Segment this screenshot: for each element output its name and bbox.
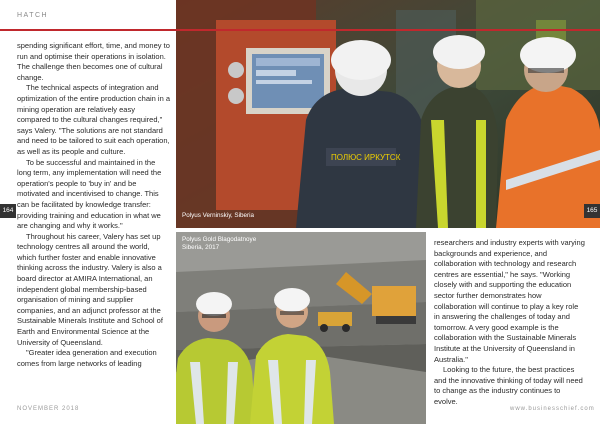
photo-caption-bottom bbox=[182, 236, 256, 252]
paragraph: To be successful and maintained in the long term, any implementation will need the operation's people to 'buy in' and be motivated and incentivised to change. This can be facilitated by knowledge transfer: providing training and education in what we are changing and why it works." bbox=[17, 157, 162, 231]
paragraph: Throughout his career, Valery has set up technology centres all around the world, which further foster and enable innovative thinking across the industry. Valery is also a board director at AMIRA International, an independent global membership-based organisation of mining and supplier companies, and an adjunct professor at the Sustainable Minerals Institute and School of Earth and Environmental Science at the University of Queensland. bbox=[17, 231, 163, 347]
footer-url[interactable]: www.businesschief.com bbox=[510, 406, 595, 412]
paragraph: researchers and industry experts with varying backgrounds and experience, and collaboration with technology and research centres are essential," he says. "Working closely with and supporting the education sector further demonstrates how collaboration will continue to play a key role in answering the challenges of today and tomorrow. A very good example is the collaboration with the Sustainable Minerals Institute at the University of Queensland in Australia." bbox=[434, 238, 585, 364]
photo-control-room bbox=[176, 0, 600, 228]
page-number-left: 164 bbox=[0, 204, 16, 218]
header-rule bbox=[0, 29, 176, 31]
paragraph: spending significant effort, time, and money to run and optimise their operations in isolation. The challenge then becomes one of cultural change. bbox=[17, 41, 170, 82]
section-label: HATCH bbox=[17, 12, 49, 19]
right-text-column bbox=[434, 238, 586, 408]
footer-date: NOVEMBER 2018 bbox=[17, 406, 80, 412]
paragraph: The technical aspects of integration and optimization of the entire production chain in a mining operation are relatively easy compared to the cultural changes required," says Valery. "The solutions are not standard and need to be tailored to suit each operation, as well as its people and culture. bbox=[17, 83, 171, 156]
uniform-logo: ПОЛЮС ИРКУТСК bbox=[331, 153, 401, 162]
caption-line: Polyus Gold Blagodatnoye bbox=[182, 236, 257, 243]
left-text-column bbox=[17, 41, 170, 369]
page-number-right: 165 bbox=[584, 204, 600, 218]
caption-line: Siberia, 2017 bbox=[182, 244, 220, 251]
paragraph: Looking to the future, the best practices and the innovative thinking of today will need to change as the industry continues to evolve. bbox=[434, 365, 583, 406]
photo-caption-top: Polyus Verninskiy, Siberia bbox=[182, 212, 254, 219]
photo-quarry bbox=[176, 232, 426, 424]
paragraph: "Greater idea generation and execution comes from large networks of leading bbox=[17, 348, 157, 368]
